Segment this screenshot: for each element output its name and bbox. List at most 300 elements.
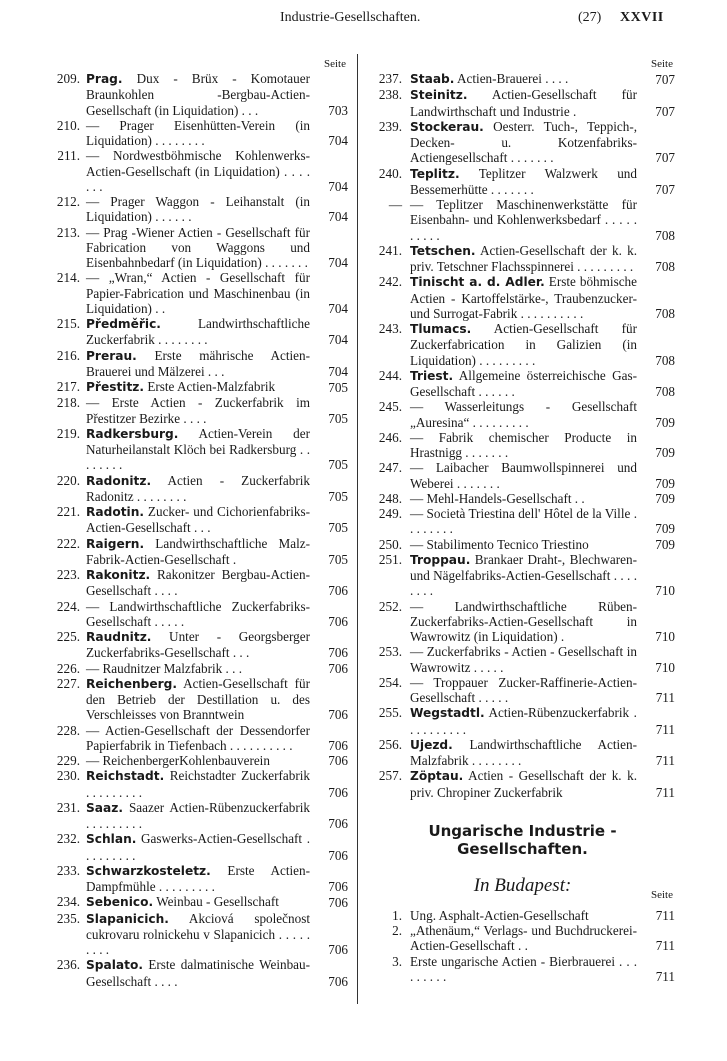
entry-page: 708 [655, 305, 675, 321]
entry-description: — „Wran,“ Actien - Gesellschaft für Papier-Fabrication und Maschinenbau (in Liquidation) . . [86, 270, 310, 316]
entry-number: 232. [56, 831, 80, 847]
entry-place-name: Radonitz. [86, 473, 152, 488]
entry-description: — Prager Waggon - Leihanstalt (in Liquidation) . . . . . . [86, 194, 310, 225]
entry-page: 704 [328, 209, 348, 225]
entry-description: Actien-Gesellschaft für Zuckerfabrication in Galizien (in Liquidation) . . . . . . . . . [410, 321, 637, 368]
entry-page: 707 [655, 150, 675, 166]
entry-place-name: Triest. [410, 368, 454, 383]
entry-text [86, 567, 310, 599]
entry-text [410, 460, 637, 491]
entry-place-name: Saaz. [86, 800, 123, 815]
entry-place-name: Staab. [410, 72, 455, 86]
entry-place-name: Tinischt a. d. Adler. [410, 275, 545, 290]
entry-text [86, 676, 310, 723]
entry-number: 243. [378, 321, 402, 336]
entry-description: Rakonitzer Bergbau-Actien-Gesellschaft . . . . [86, 567, 310, 599]
entry-text [86, 473, 310, 505]
index-entry [370, 923, 675, 954]
entry-page: 711 [655, 784, 675, 800]
entry-text [86, 911, 310, 958]
entry-text [410, 197, 637, 243]
entry-number: — [388, 197, 402, 212]
entry-description: — Prag -Wiener Actien - Gesellschaft für Fabrication von Waggons und Eisenbahnbedarf (in Liquidation) . . . . . . . [86, 224, 310, 270]
entry-page: 710 [655, 629, 675, 644]
entry-number: 246. [378, 429, 402, 445]
index-entry [50, 661, 348, 676]
entry-text [410, 87, 637, 119]
entry-description: Weinbau - Gesellschaft [156, 894, 279, 910]
page-header [0, 2, 727, 28]
entry-description: Erste mährische Actien-Brauerei und Mälzerei . . . [86, 347, 310, 379]
entry-page: 706 [328, 707, 348, 723]
entry-page: 708 [655, 227, 675, 243]
entry-page: 705 [328, 380, 348, 395]
index-entry [370, 675, 675, 706]
entry-number: 218. [56, 395, 80, 411]
entry-text [410, 908, 637, 923]
index-entry [50, 348, 348, 380]
entry-text [410, 119, 637, 166]
entry-number: 216. [56, 347, 80, 363]
entry-page: 711 [655, 907, 675, 923]
entry-number: 1. [392, 907, 402, 923]
entry-number: 215. [56, 316, 80, 331]
running-title: Industrie-Gesellschaften. [280, 10, 421, 25]
entry-number: 211. [57, 148, 80, 164]
entry-number: 221. [56, 504, 80, 519]
index-entry [370, 460, 675, 491]
entry-description: — Landwirthschaftliche Rüben-Zuckerfabriks-Actien-Gesellschaft in Wawrowitz (in Liquidation) . [410, 598, 637, 644]
entry-place-name: Radotin. [86, 505, 145, 519]
entry-number: 227. [56, 675, 80, 691]
entry-description: — Troppauer Zucker-Raffinerie-Actien-Gesellschaft . . . . . [410, 674, 637, 705]
index-entry [370, 399, 675, 430]
index-entry [50, 800, 348, 832]
entry-page: 706 [328, 645, 348, 661]
entry-place-name: Schwarzkosteletz. [86, 863, 211, 878]
entry-text [410, 537, 637, 552]
entry-text [86, 894, 310, 910]
entry-place-name: Stockerau. [410, 119, 484, 134]
entry-number: 3. [392, 953, 402, 969]
entry-text [410, 768, 637, 800]
index-entry [370, 197, 675, 243]
entry-number: 256. [378, 736, 402, 752]
entry-page: 711 [655, 753, 675, 768]
index-entry [370, 274, 675, 321]
entry-number: 210. [56, 117, 80, 133]
entry-description: Actien-Verein der Naturheilanstalt Klöch bei Radkersburg . . . . . . . . [86, 425, 310, 473]
entry-text [410, 71, 637, 87]
entry-text [86, 599, 310, 630]
entry-place-name: Sebenico. [86, 895, 154, 910]
entry-page: 709 [655, 536, 675, 552]
entry-description: — Laibacher Baumwollspinnerei und Weberei . . . . . . . [410, 460, 637, 491]
entry-text [86, 270, 310, 316]
entry-number: 252. [378, 598, 402, 614]
entry-text [86, 831, 310, 863]
entry-place-name: Tlumacs. [410, 322, 472, 336]
entry-text [86, 148, 310, 194]
seite-label: Seite [651, 888, 673, 901]
entry-place-name: Prerau. [86, 348, 137, 363]
entry-place-name: Raudnitz. [86, 630, 152, 644]
entry-text [86, 118, 310, 149]
entry-page: 705 [328, 520, 348, 536]
index-entry [50, 148, 348, 194]
entry-description: Saazer Actien-Rübenzuckerfabrik . . . . . . . . . [86, 799, 310, 831]
index-entry [370, 552, 675, 599]
index-entry [370, 908, 675, 923]
entry-text [410, 506, 637, 537]
entry-description: — Landwirthschaftliche Zuckerfabriks-Gesellschaft . . . . . [86, 598, 310, 629]
index-entry [370, 737, 675, 769]
entry-description: Dux - Brüx - Komotauer Braunkohlen -Bergbau-Actien-Gesellschaft (in Liquidation) . . . [86, 71, 310, 118]
entry-page: 709 [655, 490, 675, 506]
entry-number: 231. [56, 799, 80, 815]
entry-number: 224. [56, 598, 80, 614]
entry-page: 707 [655, 72, 675, 87]
index-entry [50, 270, 348, 316]
entry-text [410, 399, 637, 430]
entry-description: — Raudnitzer Malzfabrik . . . [86, 660, 243, 676]
entry-number: 214. [56, 270, 80, 286]
entry-place-name: Steinitz. [410, 88, 468, 103]
index-entry [50, 768, 348, 800]
entry-page: 704 [328, 255, 348, 270]
index-entry [50, 894, 348, 910]
entry-description: — Mehl-Handels-Gesellschaft . . [410, 490, 585, 506]
entry-page: 706 [328, 942, 348, 957]
index-entry [370, 368, 675, 400]
entry-place-name: Reichstadt. [86, 769, 165, 784]
entry-description: Landwirthschaftliche Zuckerfabrik . . . . . . . . [86, 316, 310, 348]
entry-number: 234. [56, 894, 80, 910]
entry-text [410, 599, 637, 645]
entry-number: 249. [378, 506, 402, 521]
entry-text [410, 166, 637, 198]
entry-description: Reichstadter Zuckerfabrik . . . . . . . . . [86, 768, 310, 800]
index-entry [370, 506, 675, 537]
entry-number: 2. [392, 923, 402, 938]
entry-number: 244. [378, 367, 402, 383]
roman-page-number: XXVII [620, 10, 664, 25]
entry-text [410, 274, 637, 321]
entry-page: 704 [328, 363, 348, 379]
entry-page: 708 [655, 259, 675, 274]
seite-label: Seite [324, 58, 346, 70]
entry-description: Landwirthschaftliche Malz-Fabrik-Actien-Gesellschaft . [86, 535, 310, 567]
entry-number: 225. [56, 629, 80, 644]
entry-description: — ReichenbergerKohlenbauverein [86, 753, 270, 768]
index-entry [370, 87, 675, 119]
entry-text [86, 629, 310, 661]
subsection-heading-wrap [370, 874, 675, 908]
index-entry [370, 644, 675, 675]
entry-place-name: Přestitz. [86, 380, 145, 394]
entry-text [410, 491, 637, 506]
entry-text [410, 368, 637, 400]
entry-text [86, 723, 310, 754]
entry-number: 255. [378, 705, 402, 721]
entry-number: 238. [378, 87, 402, 103]
entry-number: 213. [56, 224, 80, 240]
entry-page: 706 [328, 973, 348, 989]
column-divider [357, 54, 358, 1004]
entry-page: 710 [655, 583, 675, 599]
entry-page: 703 [328, 102, 348, 118]
entry-number: 240. [378, 165, 402, 181]
entry-number: 257. [378, 768, 402, 784]
entry-text [410, 705, 637, 737]
entry-description: Actien-Brauerei . . . . [456, 71, 569, 86]
index-entry [50, 379, 348, 395]
index-entry [50, 194, 348, 225]
entry-place-name: Schlan. [86, 832, 137, 847]
entry-place-name: Tetschen. [410, 243, 476, 258]
seite-label: Seite [651, 58, 673, 70]
entry-text [86, 225, 310, 271]
index-entry [370, 537, 675, 552]
entry-page: 705 [328, 410, 348, 426]
index-entry [50, 911, 348, 958]
entry-description: Brankaer Draht-, Blechwaren- und Nägelfabriks-Actien-Gesellschaft . . . . . . . . [410, 551, 637, 599]
entry-place-name: Wegstadtl. [410, 706, 485, 721]
entry-number: 223. [56, 567, 80, 582]
entry-number: 254. [378, 674, 402, 690]
entry-description: — Zuckerfabriks - Actien - Gesellschaft in Wawrowitz . . . . . [410, 644, 637, 675]
index-entry [370, 166, 675, 198]
entry-text [86, 395, 310, 426]
entry-number: 217. [56, 379, 80, 394]
entry-number: 237. [378, 71, 402, 86]
index-entry [370, 71, 675, 87]
entry-text [86, 753, 310, 768]
entry-description: Actien-Gesellschaft der k. k. priv. Tetschner Flachsspinnerei . . . . . . . . . [410, 242, 638, 274]
entry-place-name: Rakonitz. [86, 568, 151, 582]
index-entry [370, 954, 675, 985]
entry-place-name: Radkersburg. [86, 426, 179, 441]
entry-place-name: Předměřic. [86, 317, 161, 331]
index-entry [370, 243, 675, 275]
entry-page: 706 [328, 583, 348, 599]
entry-text [410, 954, 637, 985]
entry-text [410, 430, 637, 461]
index-entry [50, 599, 348, 630]
entry-number: 212. [56, 194, 80, 209]
entry-page: 711 [655, 690, 675, 705]
entry-number: 247. [378, 460, 402, 476]
entry-page: 711 [655, 721, 675, 737]
entry-description: „Athenäum,“ Verlags- und Buchdruckerei-Actien-Gesellschaft . . [410, 923, 637, 954]
entry-page: 705 [328, 488, 348, 504]
index-entry [50, 536, 348, 568]
entry-text [410, 675, 637, 706]
entry-number: 222. [56, 535, 80, 551]
entry-description: — Nordwestböhmische Kohlenwerks-Actien-Gesellschaft (in Liquidation) . . . . . . . [86, 148, 310, 194]
entry-page: 706 [328, 660, 348, 676]
entry-text [86, 768, 310, 800]
entry-place-name: Teplitz. [410, 166, 460, 181]
index-entry [50, 426, 348, 473]
index-entry [50, 316, 348, 348]
page-number: (27) [578, 10, 602, 25]
subsection-heading: In Budapest: [473, 874, 572, 896]
entry-page: 709 [655, 445, 675, 460]
entry-page: 709 [655, 414, 675, 430]
left-entry-list [50, 71, 348, 989]
entry-number: 242. [378, 274, 402, 290]
index-entry [50, 676, 348, 723]
entry-text [410, 552, 637, 599]
entry-description: — Actien-Gesellschaft der Dessendorfer Papierfabrik in Tiefenbach . . . . . . . . . . [86, 722, 310, 753]
entry-page: 706 [328, 613, 348, 629]
index-entry [50, 71, 348, 118]
index-entry [50, 957, 348, 989]
index-entry [370, 768, 675, 800]
entry-description: Erste böhmische Actien - Kartoffelstärke-, Traubenzucker- und Surrogat-Fabrik . . . . . . . . . . [410, 274, 638, 321]
budapest-entry-list [370, 908, 675, 984]
entry-page: 707 [655, 103, 675, 119]
entry-page: 709 [655, 475, 675, 491]
entry-place-name: Prag. [86, 72, 123, 86]
entry-description: Erste ungarische Actien - Bierbrauerei . . . . . . . . . [410, 953, 637, 984]
entry-text [86, 426, 310, 473]
index-entry [370, 430, 675, 461]
entry-description: — Fabrik chemischer Producte in Hrastnigg . . . . . . . [410, 429, 637, 460]
entry-description: Actien-Gesellschaft für den Betrieb der Destillation u. des Verschleisses von Branntwein [86, 675, 310, 723]
entry-number: 226. [56, 660, 80, 676]
entry-number: 236. [56, 957, 80, 973]
index-entry [50, 118, 348, 149]
entry-description: Ung. Asphalt-Actien-Gesellschaft [410, 907, 589, 923]
entry-number: 251. [378, 551, 402, 567]
section-heading: Ungarische Industrie - Gesellschaften. [428, 821, 617, 858]
entry-text [86, 800, 310, 832]
entry-page: 711 [655, 938, 675, 954]
entry-text [86, 71, 310, 118]
entry-text [410, 321, 637, 368]
entry-number: 230. [56, 768, 80, 784]
entry-page: 706 [328, 816, 348, 831]
entry-number: 228. [56, 722, 80, 738]
entry-page: 709 [655, 521, 675, 537]
right-column [370, 57, 675, 984]
entry-description: Actien - Gesellschaft der k. k. priv. Chropiner Zuckerfabrik [410, 768, 637, 800]
index-entry [50, 753, 348, 768]
entry-description: Allgemeine österreichische Gas-Gesellschaft . . . . . . [410, 367, 637, 399]
entry-description: Unter - Georgsberger Zuckerfabriks-Gesellschaft . . . [86, 629, 310, 661]
index-entry [50, 863, 348, 895]
entry-number: 248. [378, 490, 402, 506]
entry-page: 708 [655, 384, 675, 399]
entry-description: — Stabilimento Tecnico Triestino [410, 536, 589, 552]
entry-page: 711 [655, 968, 675, 984]
entry-text [86, 316, 310, 348]
index-entry [50, 395, 348, 426]
entry-number: 233. [56, 862, 80, 878]
entry-description: Actien-Rübenzuckerfabrik . . . . . . . . . . [410, 705, 637, 737]
entry-page: 706 [328, 895, 348, 911]
entry-place-name: Ujezd. [410, 737, 453, 752]
entry-number: 235. [56, 910, 80, 926]
index-entry [370, 599, 675, 645]
entry-page: 704 [328, 300, 348, 316]
entry-description: — Teplitzer Maschinenwerkstätte für Eisenbahn- und Kohlenwerksbedarf . . . . . . . . . . [410, 197, 637, 243]
entry-page: 704 [328, 178, 348, 194]
entry-text [86, 863, 310, 895]
entry-number: 241. [378, 242, 402, 258]
entry-text [86, 348, 310, 380]
entry-page: 708 [655, 352, 675, 368]
entry-page: 705 [328, 551, 348, 567]
entry-text [410, 737, 637, 769]
right-entry-list [370, 71, 675, 800]
entry-place-name: Raigern. [86, 536, 145, 551]
index-entry [50, 831, 348, 863]
index-entry [50, 473, 348, 505]
entry-text [86, 661, 310, 676]
entry-page: 707 [655, 181, 675, 197]
entry-description: — Prager Eisenhütten-Verein (in Liquidation) . . . . . . . . [86, 117, 310, 148]
entry-text [410, 923, 637, 954]
entry-text [410, 644, 637, 675]
index-entry [50, 629, 348, 661]
entry-description: Landwirthschaftliche Actien-Malzfabrik . . . . . . . . [410, 736, 637, 768]
entry-description: Erste Actien-Malzfabrik [147, 379, 276, 394]
entry-place-name: Slapanicich. [86, 911, 169, 926]
index-entry [50, 723, 348, 754]
entry-number: 219. [56, 425, 80, 441]
entry-description: — Wasserleitungs - Gesellschaft „Auresina“ . . . . . . . . . [410, 399, 637, 430]
entry-number: 229. [56, 753, 80, 768]
entry-page: 710 [655, 659, 675, 675]
entry-description: Erste Actien-Dampfmühle . . . . . . . . . [86, 862, 310, 894]
entry-page: 706 [328, 879, 348, 894]
entry-description: Akciová společnost cukrovaru rolnickehu v Slapanicich . . . . . . . . . [86, 910, 310, 957]
entry-text [86, 194, 310, 225]
entry-text [86, 957, 310, 989]
index-entry [370, 491, 675, 506]
entry-description: Teplitzer Walzwerk und Bessemerhütte . . . . . . . [410, 165, 637, 197]
entry-text [86, 379, 310, 395]
entry-page: 704 [328, 332, 348, 348]
entry-description: — Erste Actien - Zuckerfabrik im Přestitzer Bezirke . . . . [86, 395, 310, 426]
entry-description: Oesterr. Tuch-, Teppich-, Decken- u. Kotzenfabriks-Actiengesellschaft . . . . . . . [410, 118, 638, 166]
entry-page: 706 [328, 847, 348, 863]
entry-number: 253. [378, 644, 402, 660]
entry-number: 245. [378, 399, 402, 415]
entry-page: 706 [328, 737, 348, 753]
entry-text [86, 536, 310, 568]
entry-number: 239. [378, 118, 402, 134]
entry-page: 705 [328, 457, 348, 473]
index-entry [50, 225, 348, 271]
entry-number: 250. [378, 536, 402, 552]
index-entry [370, 705, 675, 737]
entry-description: Actien-Gesellschaft für Landwirthschaft und Industrie . [410, 87, 637, 119]
entry-number: 220. [56, 472, 80, 488]
entry-page: 706 [328, 753, 348, 768]
entry-place-name: Zöptau. [410, 769, 464, 784]
entry-place-name: Spalato. [86, 958, 143, 973]
entry-page: 704 [328, 133, 348, 148]
entry-number: 209. [56, 71, 80, 86]
entry-text [410, 243, 637, 275]
entry-text [86, 504, 310, 536]
entry-place-name: Troppau. [410, 552, 471, 567]
entry-description: Zucker- und Cichorienfabriks-Actien-Gesellschaft . . . [86, 504, 310, 536]
